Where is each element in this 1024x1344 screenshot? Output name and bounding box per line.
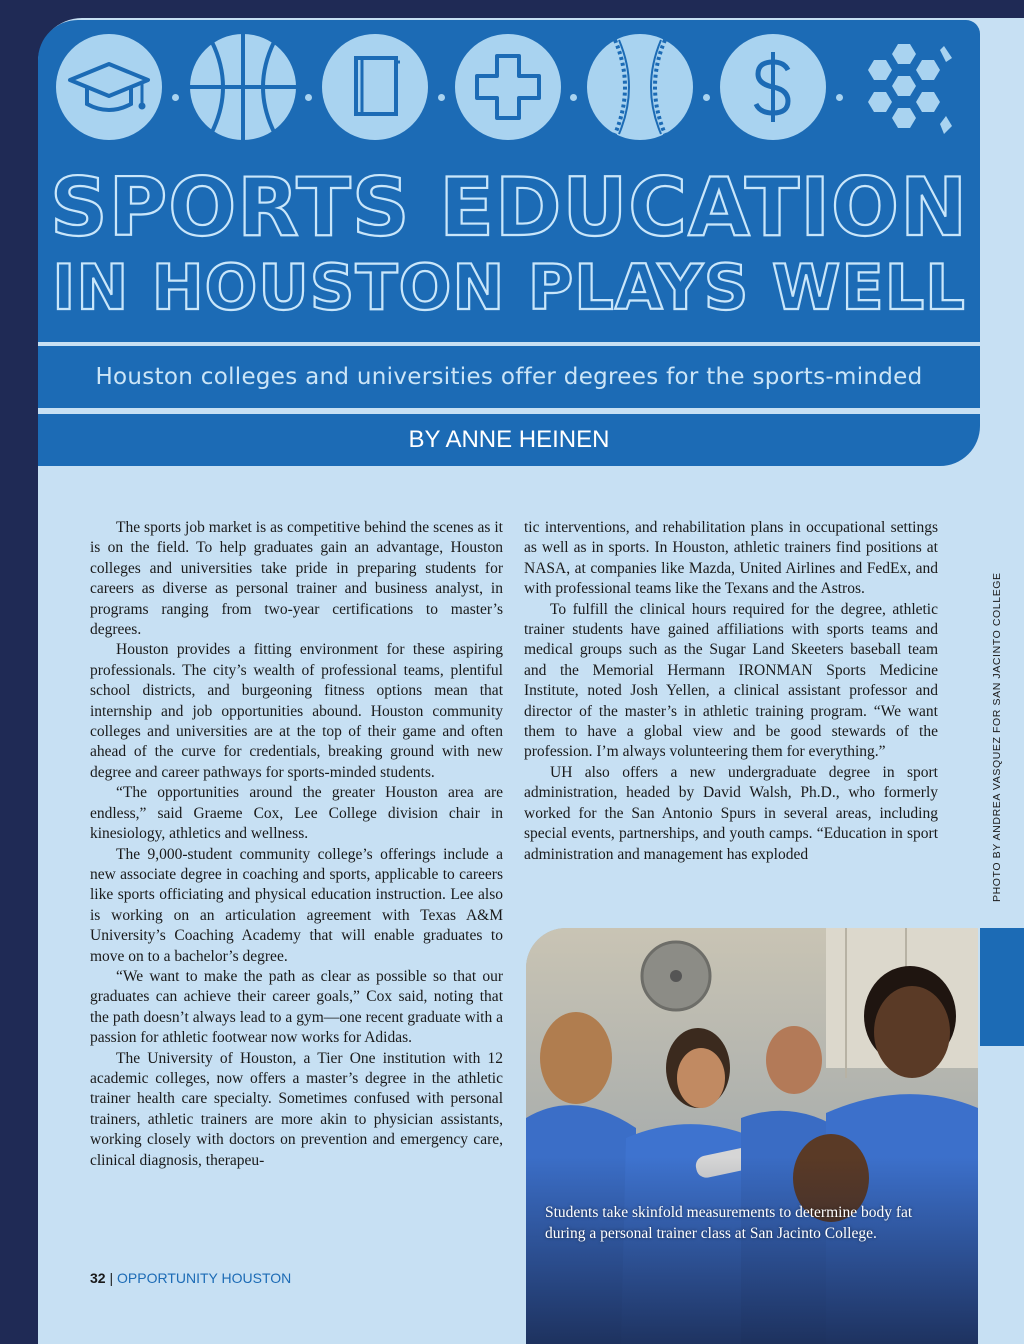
basketball-icon xyxy=(190,34,296,140)
separator-dot xyxy=(438,94,445,101)
byline: BY ANNE HEINEN xyxy=(408,426,610,453)
publication-name: OPPORTUNITY HOUSTON xyxy=(117,1270,292,1286)
footer-separator: | xyxy=(109,1270,114,1286)
paragraph: The 9,000-student community college’s offerings include a new associate degree in coaching and sports, applicable to careers like sports officiating and physical education instruction. Lee also is working on an articulation agreement with Texas A&M University’s Coaching Academy that will enable graduates to move on to a bachelor’s degree. xyxy=(90,845,503,965)
article-photo xyxy=(526,928,978,1344)
baseball-icon xyxy=(587,34,693,140)
graduation-cap-icon xyxy=(56,34,162,140)
headline-line-2: IN HOUSTON PLAYS WELL xyxy=(52,251,966,324)
medical-cross-icon xyxy=(455,34,561,140)
page-number: 32 xyxy=(90,1270,106,1286)
paragraph: Houston provides a fitting environment for these aspiring professionals. The city’s wealth of professional teams, plentiful school districts, and burgeoning fitness options mean that internship and job opportunities abound. Houston community colleges and universities are at the top of their game and often ahead of the curve for credentials, breaking ground with new degree and career pathways for sports-minded students. xyxy=(90,641,503,781)
paragraph: To fulfill the clinical hours required for the degree, athletic trainer students have gained affiliations with sports teams and medical groups such as the Sugar Land Skeeters baseball team and the Memorial Hermann IRONMAN Sports Medicine Institute, noted Josh Yellen, a clinical assistant professor and director of the master’s in athletic training program. “We want them to have a global view and be good stewards of the profession. I’m always volunteering them for everything.” xyxy=(524,600,938,761)
separator-dot xyxy=(570,94,577,101)
headline-line-1: SPORTS EDUCATION xyxy=(49,161,969,254)
paragraph: “The opportunities around the greater Houston area are endless,” said Graeme Cox, Lee College division chair in kinesiology, athletics and wellness. xyxy=(90,784,503,843)
separator-dot xyxy=(172,94,179,101)
photo-caption: Students take skinfold measurements to determine body fat during a personal trainer class at San Jacinto College. xyxy=(545,1204,913,1242)
paragraph: The sports job market is as competitive behind the scenes as it is on the field. To help graduates gain an advantage, Houston colleges and universities take pride in preparing students for careers as diverse as personal trainer and business analyst, in programs ranging from two-year certifications to master’s degrees. xyxy=(90,519,503,639)
separator-dot xyxy=(305,94,312,101)
paragraph: tic interventions, and rehabilitation plans in occupational settings as well as in sports. In Houston, athletic trainers find positions at NASA, at companies like Mazda, United Airlines and FedEx, and with professional teams like the Texans and the Astros. xyxy=(524,519,938,598)
paragraph: UH also offers a new undergraduate degree in sport administration, headed by David Walsh, Ph.D., who formerly worked for the San Antonio Spurs in several areas, including special events, partnerships, and youth camps. “Education in sport administration and management has exploded xyxy=(524,763,938,863)
article-column-1 xyxy=(90,518,503,1171)
soccer-ball-icon xyxy=(852,34,948,140)
paragraph: “We want to make the path as clear as possible so that our graduates can achieve their career goals,” Cox said, noting that the path doesn’t always lead to a gym—one recent graduate with a passion for athletic footwear now works for Adidas. xyxy=(90,967,503,1047)
separator-dot xyxy=(703,94,710,101)
dollar-sign-icon xyxy=(720,34,826,140)
separator-dot xyxy=(836,94,843,101)
page-edge-tab xyxy=(980,928,1024,1046)
article-column-2 xyxy=(524,518,938,865)
subtitle: Houston colleges and universities offer degrees for the sports-minded xyxy=(95,364,923,390)
page-footer xyxy=(90,1270,291,1286)
photo-credit: PHOTO BY ANDREA VASQUEZ FOR SAN JACINTO COLLEGE xyxy=(991,572,1003,902)
paragraph: The University of Houston, a Tier One institution with 12 academic colleges, now offers a master’s degree in the athletic trainer health care specialty. Sometimes confused with personal trainers, athletic trainers are more akin to physician assistants, working closely with doctors on prevention and emergency care, clinical diagnosis, therapeu- xyxy=(90,1049,503,1169)
book-icon xyxy=(322,34,428,140)
